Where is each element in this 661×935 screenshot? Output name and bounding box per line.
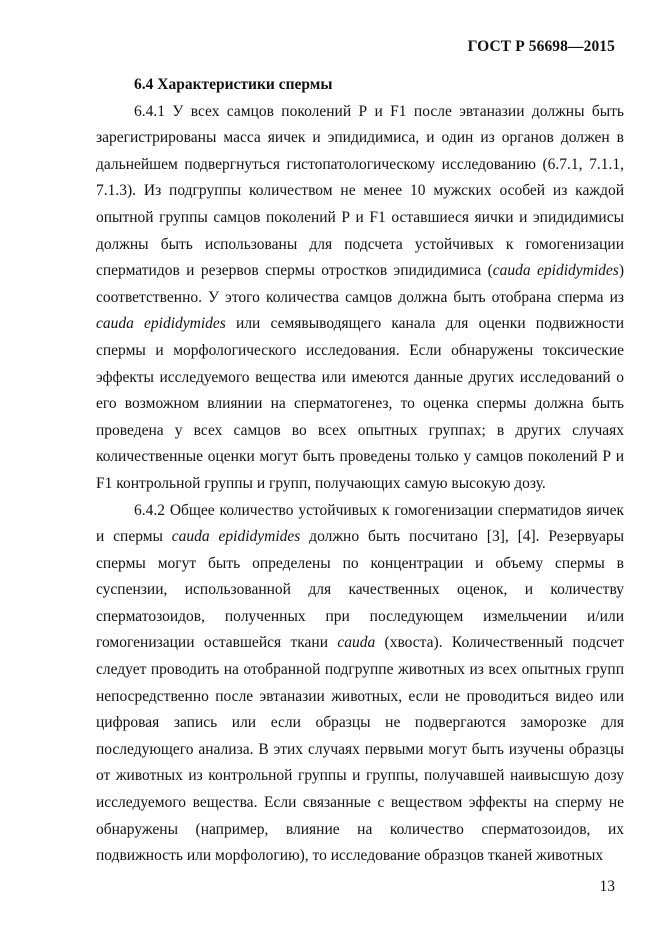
paragraph-text: ) соответственно. У этого количества самцов должна быть отобрана сперма из [96,262,624,306]
latin-term: cauda epididymides [492,262,619,280]
paragraph-6-4-1 [96,99,624,498]
latin-term: cauda [337,634,376,652]
page-number: 13 [599,878,615,895]
paragraph-text: должно быть посчитано [3], [4]. Резервуары спермы могут быть определены по концентрации и объему спермы в суспензии, использованной для качественных оценок, и количеству сперматозоидов, полученных при последующем измельчении и/или гомогенизации оставшейся ткани [96,528,624,652]
paragraph-6-4-2 [96,498,624,870]
paragraph-text: (хвоста). Количественный подсчет следует проводить на отобранной подгруппе животных из всех опытных групп непосредственно после эвтаназии животных, если не проводиться видео или цифровая запись или если образцы не подвергаются заморозке для последующего анализа. В этих случаях первыми могут быть изучены образцы от животных из контрольной группы и группы, получавшей наивысшую дозу исследуемого вещества. Если связанные с веществом эффекты на сперму не обнаружены (например, влияние на количество сперматозоидов, их подвижность или морфологию), то исследование образцов тканей животных [96,634,624,865]
section-heading: 6.4 Характеристики спермы [134,76,333,93]
paragraph-text: или семявыводящего канала для оценки подвижности спермы и морфологического исследования. Если обнаружены токсические эффекты исследуемого вещества или имеются данные других исследований о его возможном влиянии на сперматогенез, то оценка спермы должна быть проведена у всех самцов во всех опытных группах; в других случаях количественные оценки могут быть проведены только у самцов поколений Р и F1 контрольной группы и групп, получающих самую высокую дозу. [96,315,624,492]
document-header: ГОСТ Р 56698—2015 [467,38,615,55]
paragraph-text: 6.4.1 У всех самцов поколений Р и F1 после эвтаназии должны быть зарегистрированы масса яичек и эпидидимиса, и один из органов должен в дальнейшем подвергнуться гистопатологическому исследованию (6.7.1, 7.1.1, 7.1.3). Из подгруппы количеством не менее 10 мужских особей из каждой опытной группы самцов поколений Р и F1 оставшиеся яички и эпидидимисы должны быть использованы для подсчета устойчивых к гомогенизации сперматидов и резервов спермы отростков эпидидимиса ( [96,102,624,280]
latin-term: cauda epididymides [171,528,301,546]
latin-term: cauda epididymides [96,315,226,333]
document-body [96,72,624,870]
paragraph-text: 6.4.2 Общее количество устойчивых к гомогенизации сперматидов яичек и спермы [96,501,624,546]
